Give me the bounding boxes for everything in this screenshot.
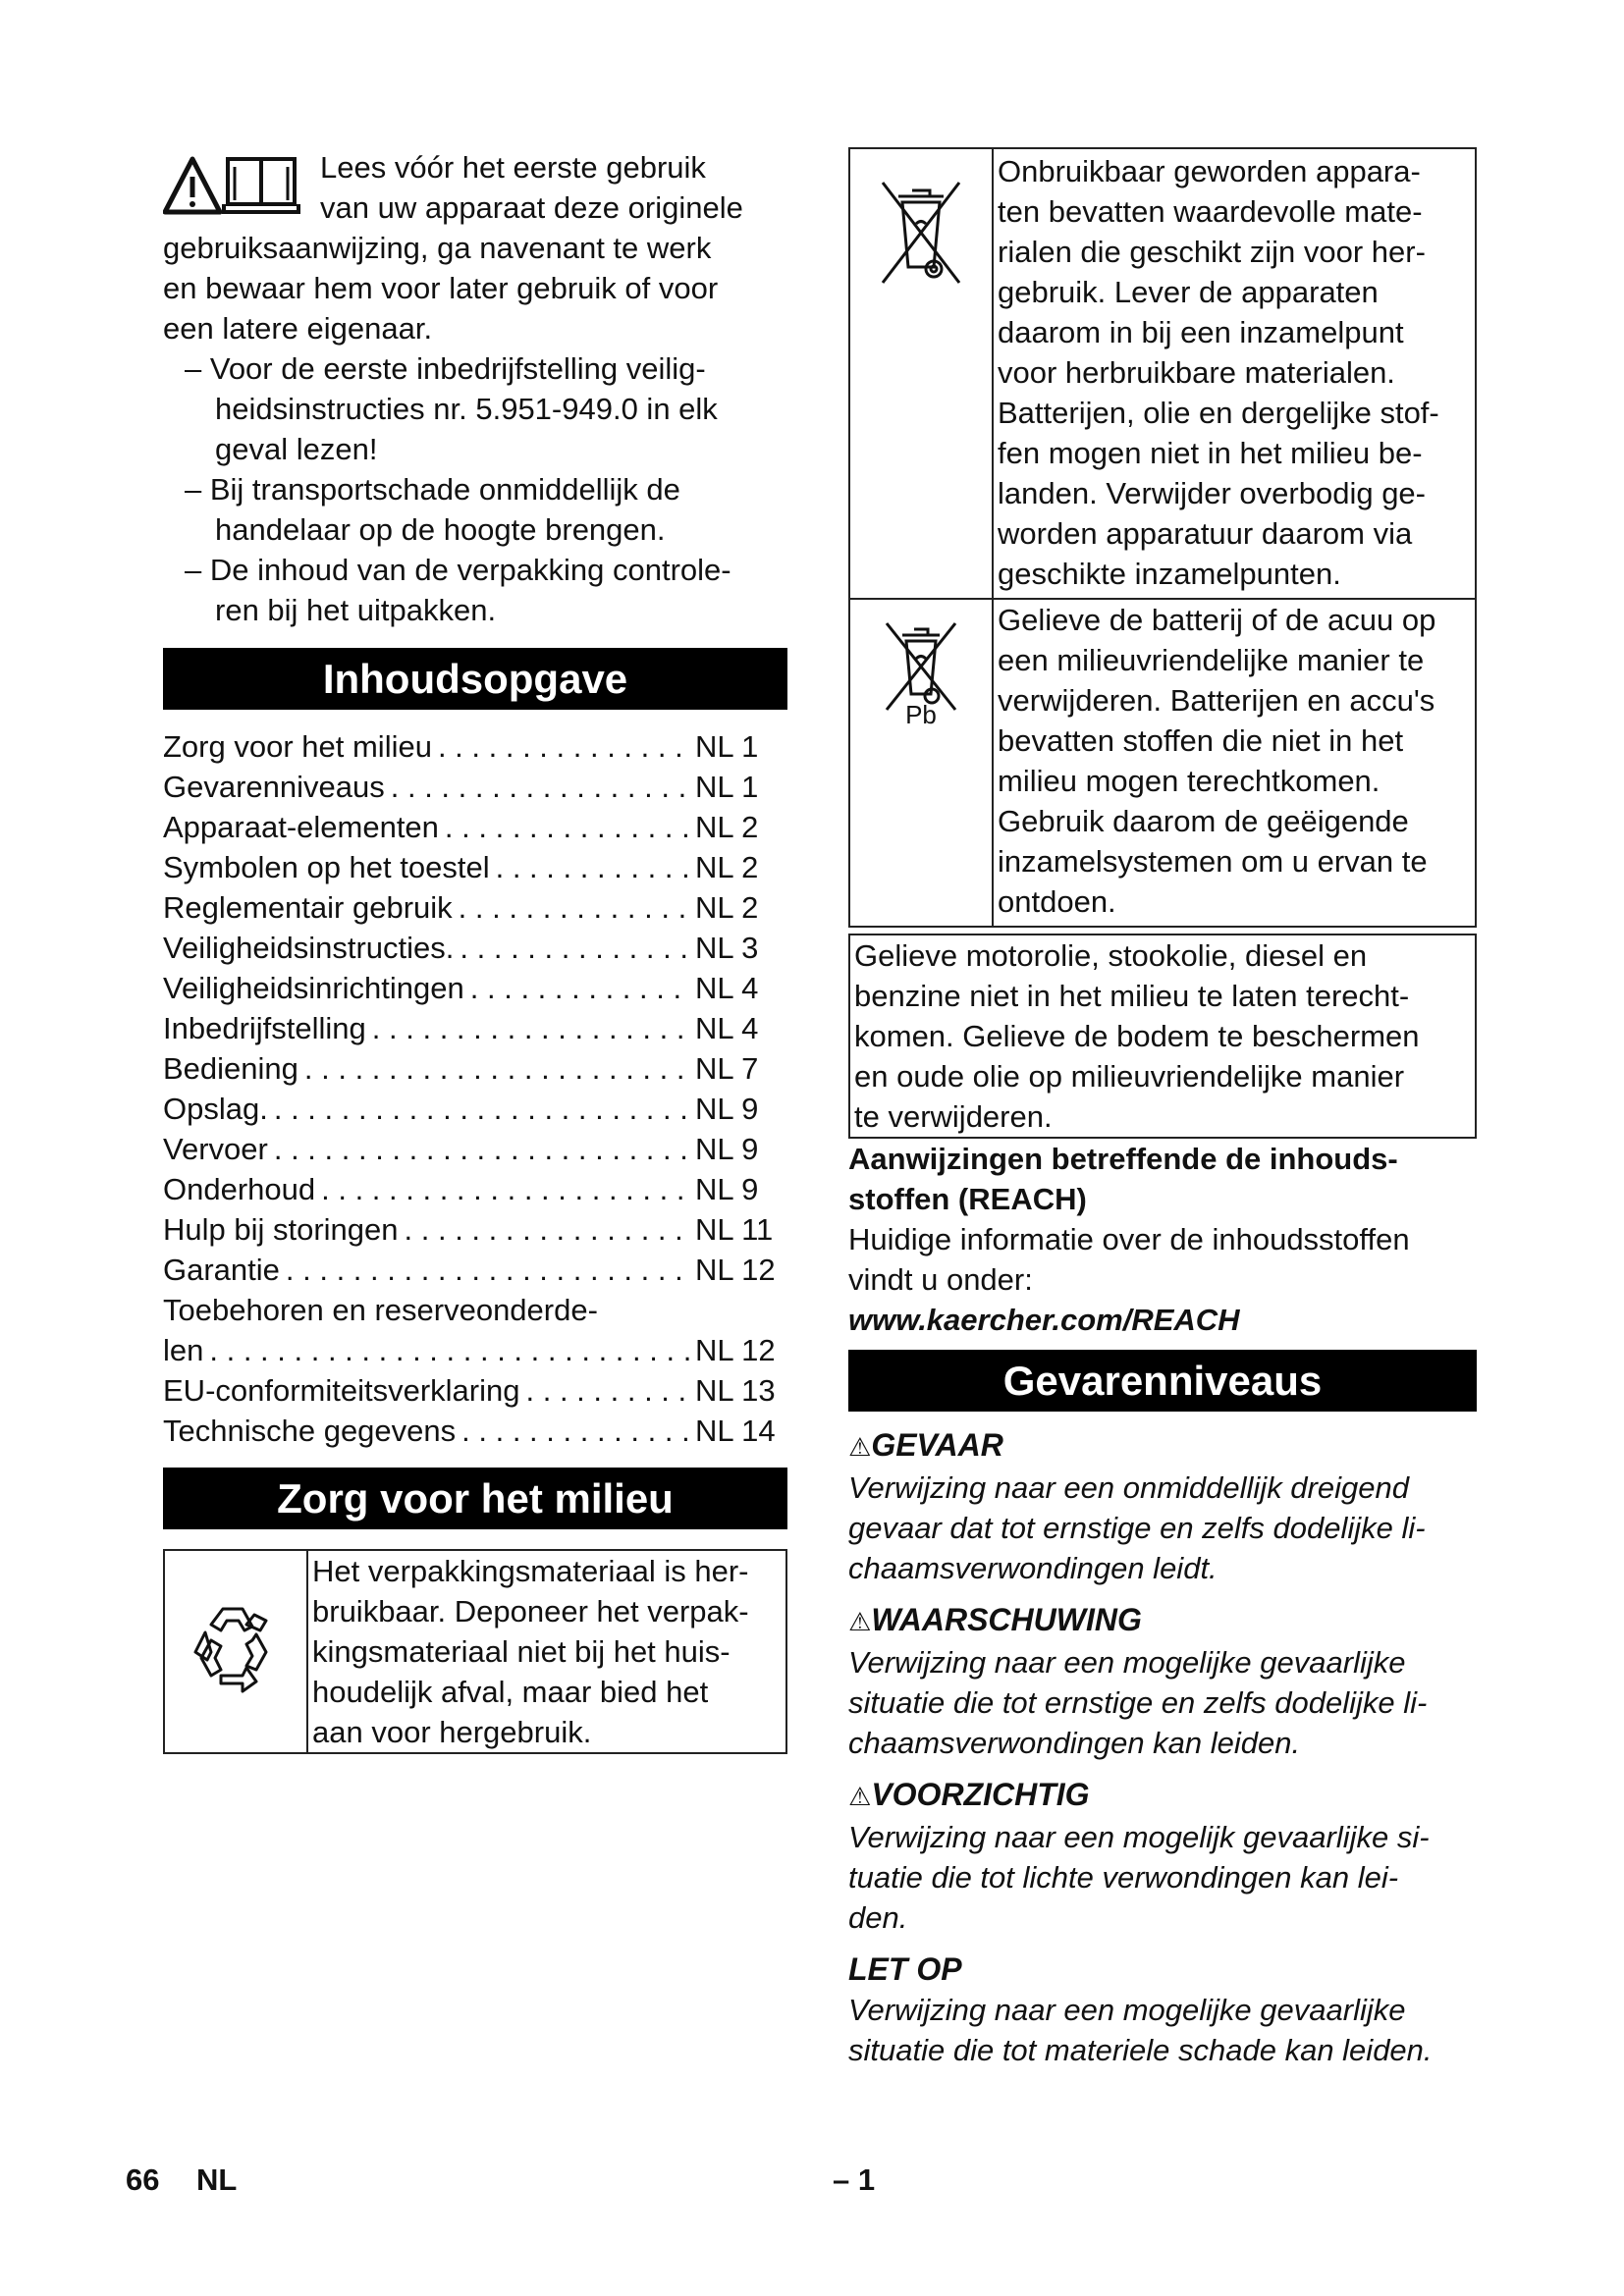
motor-oil-line: en oude olie op milieuvriendelijke manier (854, 1059, 1405, 1094)
toc-entry-title: len (163, 1333, 204, 1367)
hazard-description-line: den. (848, 1900, 908, 1935)
toc-entry[interactable] (163, 847, 787, 887)
hazard-description-line: situatie die tot materiele schade kan leiden. (848, 2033, 1433, 2067)
intro-line: van uw apparaat deze originele (320, 190, 743, 225)
bullet-item: – Voor de eerste inbedrijfstelling veilig- heidsinstructies nr. 5.951-949.0 in elk geval lezen! (185, 351, 718, 466)
toc-entry-page: NL 12 (695, 1333, 776, 1367)
left-column (163, 147, 787, 1754)
disposal-box (848, 147, 1477, 928)
crossed-bin-icon (877, 173, 965, 291)
toc-entry-page: NL 2 (695, 890, 759, 925)
recycle-text-line: Het verpakkingsmateriaal is her- (312, 1554, 749, 1588)
toc-entry-title: Zorg voor het milieu (163, 729, 432, 764)
toc-entry-title: Garantie (163, 1253, 280, 1287)
battery-line: inzamelsystemen om u ervan te (998, 844, 1428, 879)
disposal-line: Batterijen, olie en dergelijke stof- (998, 396, 1439, 430)
toc-entry-page: NL 11 (695, 1212, 774, 1247)
hazard-description-line: Verwijzing naar een mogelijk gevaarlijke si- (848, 1820, 1430, 1854)
toc-entry[interactable] (163, 1089, 787, 1129)
reach-text: Huidige informatie over de inhoudsstoffen (848, 1222, 1410, 1256)
toc-entry[interactable] (163, 1411, 787, 1451)
intro-line: een latere eigenaar. (163, 311, 433, 346)
environment-heading: Zorg voor het milieu (163, 1468, 787, 1529)
motor-oil-box (848, 934, 1477, 1139)
battery-line: verwijderen. Batterijen en accu's (998, 683, 1435, 718)
hazard-description-line: tuatie die tot lichte verwondingen kan lei- (848, 1860, 1399, 1895)
reach-heading: stoffen (REACH) (848, 1182, 1087, 1216)
toc-entry-title: Apparaat-elementen (163, 810, 439, 844)
toc-entry-page: NL 12 (695, 1253, 776, 1287)
toc-leader-dots (439, 807, 689, 847)
toc-leader-dots (385, 767, 689, 807)
toc-leader-dots (268, 1129, 689, 1169)
table-of-contents (163, 726, 787, 1451)
battery-line: Gebruik daarom de geëigende (998, 804, 1409, 838)
warning-triangle-icon: ⚠ (848, 1432, 872, 1462)
hazard-description-line: gevaar dat tot ernstige en zelfs dodelijke li- (848, 1511, 1426, 1545)
disposal-line: daarom in bij een inzamelpunt (998, 315, 1404, 349)
toc-entry-title: Veiligheidsinstructies. (163, 931, 455, 965)
recycle-box (163, 1549, 787, 1754)
toc-entry-page: NL 2 (695, 850, 759, 884)
toc-entry-title: Toebehoren en reserveonderde- (163, 1293, 598, 1327)
disposal-line: geschikte inzamelpunten. (998, 557, 1341, 591)
toc-entry-page: NL 9 (695, 1172, 759, 1206)
intro-line: Lees vóór het eerste gebruik (320, 150, 706, 185)
toc-leader-dots (464, 968, 689, 1008)
motor-oil-line: Gelieve motorolie, stookolie, diesel en (854, 938, 1368, 973)
toc-leader-dots (280, 1250, 689, 1290)
toc-entry[interactable] (163, 1330, 787, 1370)
toc-leader-dots (456, 1411, 689, 1451)
reach-heading: Aanwijzingen betreffende de inhouds- (848, 1142, 1398, 1176)
disposal-line: gebruik. Lever de apparaten (998, 275, 1379, 309)
toc-entry-title: Onderhoud (163, 1172, 316, 1206)
crossed-bin-pb-icon (877, 619, 965, 727)
toc-leader-dots (520, 1370, 690, 1411)
toc-entry-page: NL 1 (695, 729, 759, 764)
reach-link[interactable]: www.kaercher.com/REACH (848, 1303, 1240, 1337)
toc-entry[interactable] (163, 767, 787, 807)
hazard-description-line: Verwijzing naar een onmiddellijk dreigend (848, 1470, 1409, 1505)
toc-entry[interactable] (163, 726, 787, 767)
toc-leader-dots (490, 847, 689, 887)
toc-entry[interactable] (163, 968, 787, 1008)
toc-entry[interactable] (163, 1169, 787, 1209)
battery-pb-label: Pb (905, 700, 937, 727)
toc-entry-page: NL 4 (695, 971, 759, 1005)
toc-entry-title: Hulp bij storingen (163, 1212, 399, 1247)
hazard-description-line: chaamsverwondingen kan leiden. (848, 1726, 1301, 1760)
disposal-line: fen mogen niet in het milieu be- (998, 436, 1423, 470)
right-column (848, 147, 1477, 2070)
toc-entry[interactable] (163, 1209, 787, 1250)
intro-line: gebruiksaanwijzing, ga navenant te werk (163, 231, 712, 265)
toc-entry-title: Opslag. (163, 1092, 268, 1126)
disposal-line: voor herbruikbare materialen. (998, 355, 1395, 390)
disposal-line: worden apparatuur daarom via (998, 516, 1413, 551)
intro-line: en bewaar hem voor later gebruik of voor (163, 271, 719, 305)
toc-entry-page: NL 3 (695, 931, 759, 965)
toc-leader-dots (203, 1330, 689, 1370)
disposal-line: landen. Verwijder overbodig ge- (998, 476, 1426, 510)
toc-entry[interactable] (163, 1048, 787, 1089)
toc-leader-dots (315, 1169, 689, 1209)
toc-heading: Inhoudsopgave (163, 648, 787, 710)
disposal-line: ten bevatten waardevolle mate- (998, 194, 1423, 229)
toc-leader-dots (453, 887, 689, 928)
reach-text: vindt u onder: (848, 1262, 1033, 1297)
battery-line: milieu mogen terechtkomen. (998, 764, 1380, 798)
toc-entry-title: Inbedrijfstelling (163, 1011, 366, 1045)
toc-entry-title: Gevarenniveaus (163, 770, 385, 804)
hazard-label-text: WAARSCHUWING (871, 1602, 1142, 1637)
hazard-label (848, 1949, 1477, 1990)
toc-leader-dots (399, 1209, 689, 1250)
battery-line: bevatten stoffen die niet in het (998, 723, 1404, 758)
page-language: NL (196, 2163, 238, 2197)
reach-block (848, 1139, 1477, 1340)
toc-leader-dots (366, 1008, 689, 1048)
toc-entry[interactable] (163, 928, 787, 968)
page-number: 66 (126, 2163, 160, 2197)
hazard-label (848, 1600, 1477, 1642)
warning-triangle-icon: ⚠ (848, 1607, 872, 1636)
intro-block (163, 147, 787, 348)
toc-entry-page: NL 14 (695, 1414, 776, 1448)
toc-leader-dots (268, 1089, 689, 1129)
toc-leader-dots (454, 928, 689, 968)
toc-entry-title: Symbolen op het toestel (163, 850, 490, 884)
motor-oil-line: komen. Gelieve de bodem te beschermen (854, 1019, 1420, 1053)
hazard-description-line: situatie die tot ernstige en zelfs dodelijke li- (848, 1685, 1428, 1720)
hazard-description-line: Verwijzing naar een mogelijke gevaarlijke (848, 1993, 1406, 2027)
intro-icons (163, 153, 310, 218)
toc-entry-page: NL 7 (695, 1051, 759, 1086)
hazard-label-text: VOORZICHTIG (871, 1777, 1090, 1812)
toc-entry-page: NL 4 (695, 1011, 759, 1045)
battery-line: een milieuvriendelijke manier te (998, 643, 1425, 677)
hazard-label-text: LET OP (848, 1951, 962, 1987)
hazard-list (848, 1425, 1477, 2070)
toc-entry-title: EU-conformiteitsverklaring (163, 1373, 520, 1408)
toc-entry-title: Bediening (163, 1051, 298, 1086)
warning-triangle-icon: ⚠ (848, 1782, 872, 1811)
battery-line: ontdoen. (998, 884, 1116, 919)
bullet-item: – Bij transportschade onmiddellijk de handelaar op de hoogte brengen. (185, 472, 680, 547)
hazard-description-line: chaamsverwondingen leidt. (848, 1551, 1218, 1585)
toc-entry-page: NL 9 (695, 1132, 759, 1166)
toc-entry-title: Veiligheidsinrichtingen (163, 971, 464, 1005)
toc-entry[interactable] (163, 1370, 787, 1411)
recycle-text-line: bruikbaar. Deponeer het verpak- (312, 1594, 749, 1629)
recycle-icon (182, 1595, 290, 1703)
toc-entry[interactable] (163, 1129, 787, 1169)
intro-bullets (163, 348, 787, 630)
hazard-heading: Gevarenniveaus (848, 1350, 1477, 1412)
hazard-label-text: GEVAAR (871, 1427, 1003, 1463)
toc-entry-page: NL 9 (695, 1092, 759, 1126)
recycle-text-line: houdelijk afval, maar bied het (312, 1675, 709, 1709)
toc-entry-page: NL 13 (695, 1373, 776, 1408)
toc-entry-title: Technische gegevens (163, 1414, 457, 1448)
toc-entry-page: NL 2 (695, 810, 759, 844)
hazard-description-line: Verwijzing naar een mogelijke gevaarlijke (848, 1645, 1406, 1680)
warning-triangle-icon (165, 159, 220, 212)
toc-entry[interactable] (163, 887, 787, 928)
toc-leader-dots (298, 1048, 689, 1089)
motor-oil-line: benzine niet in het milieu te laten terecht- (854, 979, 1410, 1013)
open-book-icon (224, 159, 298, 212)
disposal-line: Onbruikbaar geworden appara- (998, 154, 1421, 188)
hazard-label (848, 1425, 1477, 1468)
recycle-text-line: aan voor hergebruik. (312, 1715, 592, 1749)
toc-entry-page: NL 1 (695, 770, 759, 804)
disposal-line: rialen die geschikt zijn voor her- (998, 235, 1426, 269)
toc-entry[interactable] (163, 807, 787, 847)
battery-line: Gelieve de batterij of de acuu op (998, 603, 1436, 637)
bullet-item: – De inhoud van de verpakking controle- ren bij het uitpakken. (185, 553, 731, 627)
motor-oil-line: te verwijderen. (854, 1099, 1053, 1134)
toc-entry-title: Vervoer (163, 1132, 268, 1166)
hazard-label (848, 1775, 1477, 1817)
toc-entry[interactable] (163, 1250, 787, 1290)
recycle-text-line: kingsmateriaal niet bij het huis- (312, 1634, 731, 1669)
section-page-number: – 1 (833, 2163, 876, 2197)
toc-entry-title: Reglementair gebruik (163, 890, 453, 925)
toc-leader-dots (432, 726, 689, 767)
toc-entry[interactable] (163, 1008, 787, 1048)
